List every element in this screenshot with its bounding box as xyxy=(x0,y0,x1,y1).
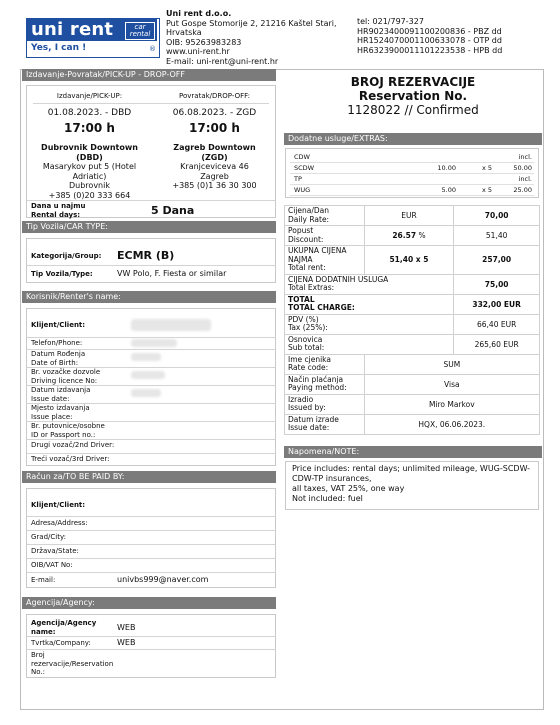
third-driver-label: Treći vozač/3rd Driver: xyxy=(31,455,110,463)
extra-total: 25.00 xyxy=(513,186,532,194)
car-type-box xyxy=(26,238,276,283)
discount-label: Popust Discount: xyxy=(288,226,324,244)
logo-registered-mark: ® xyxy=(149,45,156,53)
extra-qty: x 5 xyxy=(481,186,492,194)
note-line-2: CDW-TP insurances, xyxy=(292,474,372,483)
daily-rate-label: Cijena/Dan Daily Rate: xyxy=(288,206,330,224)
billing-country-label: Država/State: xyxy=(31,547,79,555)
extra-name: TP xyxy=(294,175,302,183)
rate-code-label: Ime cjenika Rate code: xyxy=(288,354,331,372)
reservation-number: 1128022 // Confirmed xyxy=(347,103,479,117)
second-driver-label: Drugi vozač/2nd Driver: xyxy=(31,441,115,449)
car-group-label: Kategorija/Group: xyxy=(31,252,102,260)
rental-days-value: 5 Dana xyxy=(151,204,195,217)
extras-row xyxy=(290,163,534,174)
extra-total: incl. xyxy=(518,175,532,183)
pickup-time: 17:00 h xyxy=(64,121,115,135)
renter-licence-redacted xyxy=(131,371,165,379)
renter-phone-redacted xyxy=(131,339,177,347)
billing-address-label: Adresa/Address: xyxy=(31,519,88,527)
iban-otp: HR1524070001100633078 - OTP dd xyxy=(357,36,502,46)
billing-email-label: E-mail: xyxy=(31,576,56,584)
dropoff-label: Povratak/DROP-OFF: xyxy=(179,92,250,100)
note-line-4: Not included: fuel xyxy=(292,494,363,503)
renter-dob-redacted xyxy=(131,353,161,361)
total-rent-value: 257,00 xyxy=(454,246,540,275)
rate-code-value: SUM xyxy=(364,354,539,374)
logo-brand: uni rent xyxy=(27,19,157,41)
note-line-3: all taxes, VAT 25%, one way xyxy=(292,484,405,493)
car-group-value: ECMR (B) xyxy=(117,249,175,262)
agency-company-label: Tvrtka/Company: xyxy=(31,639,91,647)
extra-name: WUG xyxy=(294,186,311,194)
pickup-section-header: Izdavanje-Povratak/PICK-UP - DROP-OFF xyxy=(22,69,276,81)
agency-section-header: Agencija/Agency: xyxy=(22,597,276,609)
daily-rate-value: 70,00 xyxy=(454,206,540,226)
pickup-label: Izdavanje/PICK-UP: xyxy=(56,92,123,100)
currency: EUR xyxy=(364,206,454,226)
issued-by-value: Miro Markov xyxy=(364,394,539,414)
agency-reservation-no-label: Broj rezervacije/Reservation No.: xyxy=(31,651,114,676)
renter-licence-issue-redacted xyxy=(131,389,161,397)
billing-vat-label: OIB/VAT No: xyxy=(31,561,73,569)
rental-days-label: Dana u najmu Rental days: xyxy=(31,202,86,219)
payment-method-label: Način plaćanja Paying method: xyxy=(288,374,347,392)
charges-table xyxy=(284,205,540,435)
iban-pbz: HR9023400091100200836 - PBZ dd xyxy=(357,26,502,36)
extra-price: 10.00 xyxy=(437,164,456,172)
payment-method-value: Visa xyxy=(364,374,539,394)
extra-name: CDW xyxy=(294,153,310,161)
company-info xyxy=(166,9,337,67)
reservation-title-en: Reservation No. xyxy=(358,89,468,103)
discount-percent: 26.57 % xyxy=(364,226,454,246)
car-type-label: Tip Vozila/Type: xyxy=(31,270,93,278)
billing-section-header: Račun za/TO BE PAID BY: xyxy=(22,471,276,483)
extra-price: 5.00 xyxy=(441,186,456,194)
pickup-location: Dubrovnik Downtown (DBD) Masarykov put 5 (Hotel Adriatic) Dubrovnik +385 (0)20 333 664 xyxy=(41,143,138,200)
note-line-1: Price includes: rental days; unlimited mileage, WUG-SCDW- xyxy=(292,464,531,473)
logo-slogan: Yes, I can ! xyxy=(31,43,87,53)
reservation-block xyxy=(284,75,542,117)
total-extras-label: CIJENA DODATNIH USLUGA Total Extras: xyxy=(288,274,389,292)
extra-name: SCDW xyxy=(294,164,315,172)
pickup-box xyxy=(26,85,276,218)
uni-rent-logo xyxy=(26,18,160,58)
extra-qty: x 5 xyxy=(481,164,492,172)
dropoff-location: Zagreb Downtown (ZGD) Kranjceviceva 46 Zagreb +385 (0)1 36 30 300 xyxy=(172,143,257,191)
renter-id-label: Br. putovnice/osobne ID or Passport no.: xyxy=(31,422,105,439)
subtotal-label: Osnovica Sub total: xyxy=(288,334,325,352)
company-phone: tel: 021/797-327 xyxy=(357,17,424,26)
extras-section-header: Dodatne usluge/EXTRAS: xyxy=(284,133,542,145)
iban-hpb: HR6323900011101223538 - HPB dd xyxy=(357,45,503,55)
total-rent-calc: 51,40 x 5 xyxy=(364,246,454,275)
billing-email-value: univbs999@naver.com xyxy=(117,575,209,584)
issue-date-value: HQX, 06.06.2023. xyxy=(364,414,539,434)
dropoff-date: 06.08.2023. - ZGD xyxy=(172,108,257,118)
company-web: www.uni-rent.hr xyxy=(166,47,230,57)
billing-city-label: Grad/City: xyxy=(31,533,66,541)
total-extras-value: 75,00 xyxy=(454,274,540,294)
renter-name-redacted xyxy=(131,319,211,331)
agency-box xyxy=(26,614,276,678)
total-charge-value: 332,00 EUR xyxy=(454,294,540,314)
billing-client-label: Klijent/Client: xyxy=(31,501,86,509)
renter-licence-issue-date-label: Datum izdavanja Issue date: xyxy=(31,386,91,403)
note-box xyxy=(285,461,539,510)
extra-total: 50.00 xyxy=(513,164,532,172)
company-contacts xyxy=(357,17,502,55)
dropoff-time: 17:00 h xyxy=(189,121,240,135)
total-rent-label: UKUPNA CIJENA NAJMA Total rent: xyxy=(288,246,347,272)
renter-section-header: Korisnik/Renter's name: xyxy=(22,291,276,303)
reservation-title-hr: BROJ REZERVACIJE xyxy=(350,75,476,89)
billing-box xyxy=(26,488,276,588)
car-type-value: VW Polo, F. Fiesta or similar xyxy=(117,269,227,278)
extras-box xyxy=(285,148,539,198)
agency-company-value: WEB xyxy=(117,638,136,647)
agency-name-label: Agencija/Agency name: xyxy=(31,619,97,636)
logo-badge: car rental xyxy=(125,22,155,40)
extras-row xyxy=(290,174,534,185)
discount-value: 51,40 xyxy=(454,226,540,246)
note-section-header: Napomena/NOTE: xyxy=(284,446,542,458)
company-email: E-mail: uni-rent@uni-rent.hr xyxy=(166,56,279,66)
renter-licence-label: Br. vozačke dozvole Driving licence No: xyxy=(31,368,101,385)
agency-name-value: WEB xyxy=(117,623,136,632)
pickup-date: 01.08.2023. - DBD xyxy=(47,108,132,118)
car-type-section-header: Tip Vozila/CAR TYPE: xyxy=(22,221,276,233)
renter-licence-place-label: Mjesto izdavanja Issue place: xyxy=(31,404,90,421)
tax-value: 66,40 EUR xyxy=(454,314,540,334)
total-charge-label: TOTAL TOTAL CHARGE: xyxy=(288,294,355,312)
subtotal-value: 265,60 EUR xyxy=(454,334,540,354)
renter-phone-label: Telefon/Phone: xyxy=(31,339,83,347)
renter-client-label: Klijent/Client: xyxy=(31,321,86,329)
company-address: Put Gospe Stomorije 2, 21216 Kaštel Stari, xyxy=(166,18,337,28)
extras-row xyxy=(290,185,534,196)
issued-by-label: Izradio Issued by: xyxy=(288,394,326,412)
company-name: Uni rent d.o.o. xyxy=(166,9,232,18)
tax-label: PDV (%) Tax (25%): xyxy=(288,314,328,332)
extra-total: incl. xyxy=(518,153,532,161)
extras-row xyxy=(290,152,534,163)
renter-box xyxy=(26,308,276,466)
company-country: Hrvatska xyxy=(166,28,202,38)
company-oib: OIB: 95263983283 xyxy=(166,37,242,47)
renter-dob-label: Datum Rođenja Date of Birth: xyxy=(31,350,86,367)
issue-date-label: Datum izrade Issue date: xyxy=(288,414,339,432)
